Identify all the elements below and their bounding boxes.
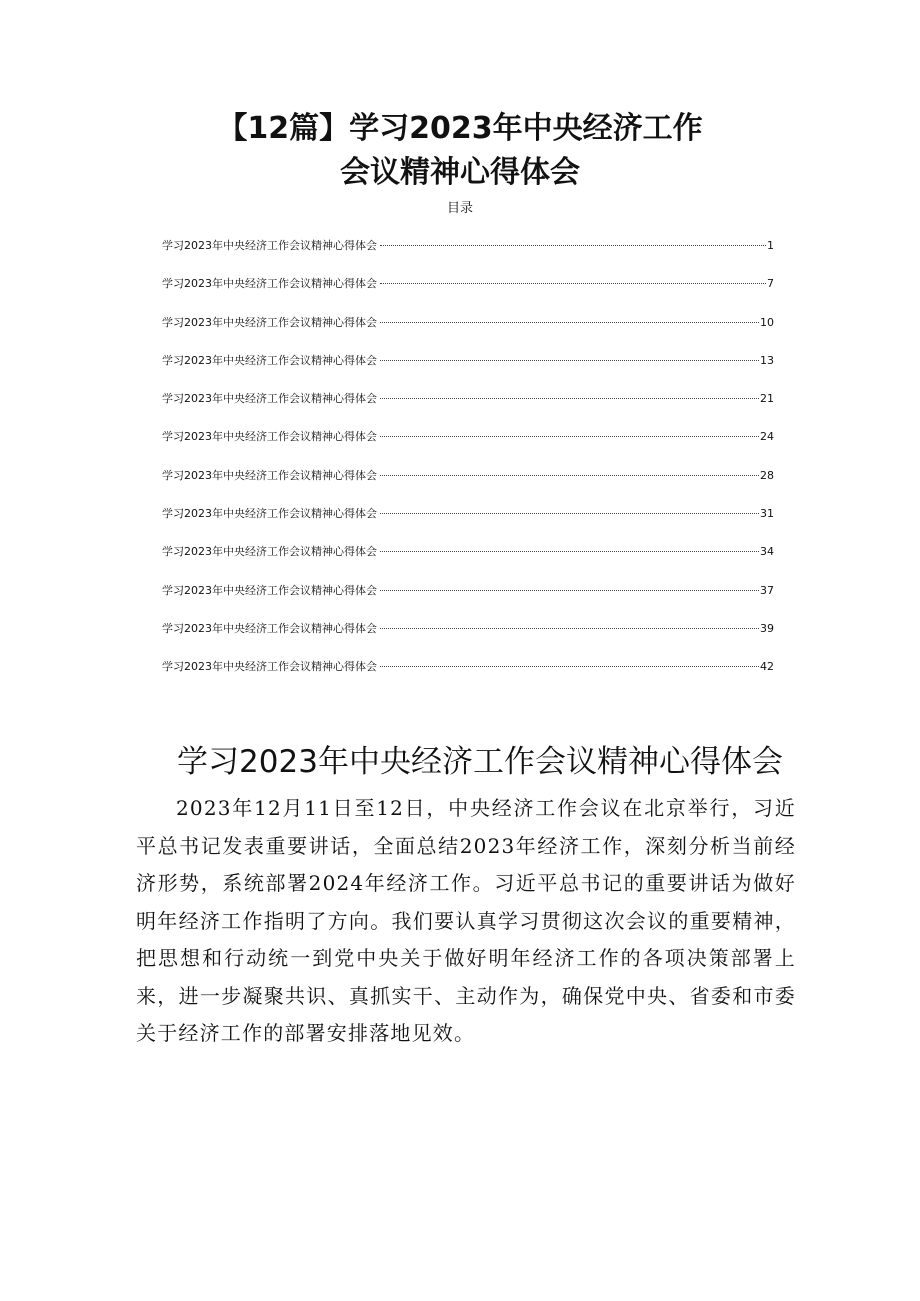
- toc-entry[interactable]: [162, 238, 774, 276]
- toc-entry[interactable]: [162, 468, 774, 506]
- toc-entry[interactable]: [162, 429, 774, 467]
- section-title: 学习2023年中央经济工作会议精神心得体会: [177, 743, 783, 780]
- toc-entry-label: 学习2023年中央经济工作会议精神心得体会: [162, 545, 377, 559]
- document-title-line-1: 【12篇】学习2023年中央经济工作: [217, 111, 703, 146]
- toc-entry-label: 学习2023年中央经济工作会议精神心得体会: [162, 277, 377, 291]
- toc-dot-leader: [380, 551, 759, 552]
- toc-heading: 目录: [446, 201, 473, 216]
- toc-entry[interactable]: [162, 506, 774, 544]
- toc-dot-leader: [380, 398, 759, 399]
- body-paragraph: 2023年12月11日至12日，中央经济工作会议在北京举行，习近平总书记发表重要讲话，全面总结2023年经济工作，深刻分析当前经济形势，系统部署2024年经济工作。习近平总书记的重要讲话为做好明年经济工作指明了方向。我们要认真学习贯彻这次会议的重要精神，把思想和行动统一到党中央关于做好明年经济工作的各项决策部署上来，进一步凝聚共识、真抓实干、主动作为，确保党中央、省委和市委关于经济工作的部署安排落地见效。: [136, 796, 796, 1045]
- toc-dot-leader: [380, 628, 759, 629]
- toc-dot-leader: [380, 436, 759, 437]
- toc-entry[interactable]: [162, 583, 774, 621]
- toc-entry[interactable]: [162, 621, 774, 659]
- toc-dot-leader: [380, 245, 766, 246]
- toc-entry-page: 10: [760, 315, 774, 329]
- toc-entry[interactable]: [162, 353, 774, 391]
- toc-entry-label: 学习2023年中央经济工作会议精神心得体会: [162, 392, 377, 406]
- toc-entry-label: 学习2023年中央经济工作会议精神心得体会: [162, 621, 377, 635]
- toc-entry-page: 34: [760, 545, 774, 559]
- toc-entry-label: 学习2023年中央经济工作会议精神心得体会: [162, 660, 377, 674]
- toc-entry-page: 13: [760, 353, 774, 367]
- toc-entry-page: 39: [760, 621, 774, 635]
- toc-dot-leader: [380, 283, 766, 284]
- toc-dot-leader: [380, 666, 759, 667]
- toc-entry[interactable]: [162, 391, 774, 429]
- toc-dot-leader: [380, 360, 759, 361]
- toc-entry-label: 学习2023年中央经济工作会议精神心得体会: [162, 583, 377, 597]
- toc-dot-leader: [380, 513, 759, 514]
- toc-entry-label: 学习2023年中央经济工作会议精神心得体会: [162, 507, 377, 521]
- toc-entry-page: 42: [760, 660, 774, 674]
- toc-entry-page: 24: [760, 430, 774, 444]
- toc-entry-label: 学习2023年中央经济工作会议精神心得体会: [162, 239, 377, 252]
- toc-entry-label: 学习2023年中央经济工作会议精神心得体会: [162, 315, 377, 329]
- toc-dot-leader: [380, 322, 759, 323]
- toc-entry-label: 学习2023年中央经济工作会议精神心得体会: [162, 353, 377, 367]
- toc-dot-leader: [380, 590, 759, 591]
- toc-entry-page: 37: [760, 583, 774, 597]
- toc-entry[interactable]: [162, 659, 774, 697]
- toc-entry[interactable]: [162, 276, 774, 314]
- toc-entry[interactable]: [162, 315, 774, 353]
- toc-entry-page: 21: [760, 392, 774, 406]
- document-title-line-2: 会议精神心得体会: [340, 155, 580, 190]
- toc-entry-page: 7: [767, 277, 774, 291]
- toc-entry-page: 28: [760, 468, 774, 482]
- toc-entry-page: 31: [760, 507, 774, 521]
- toc-entry-label: 学习2023年中央经济工作会议精神心得体会: [162, 468, 377, 482]
- toc-entry-label: 学习2023年中央经济工作会议精神心得体会: [162, 430, 377, 444]
- table-of-contents: [162, 238, 774, 698]
- toc-dot-leader: [380, 475, 759, 476]
- toc-entry[interactable]: [162, 544, 774, 582]
- toc-entry-page: 1: [767, 239, 774, 252]
